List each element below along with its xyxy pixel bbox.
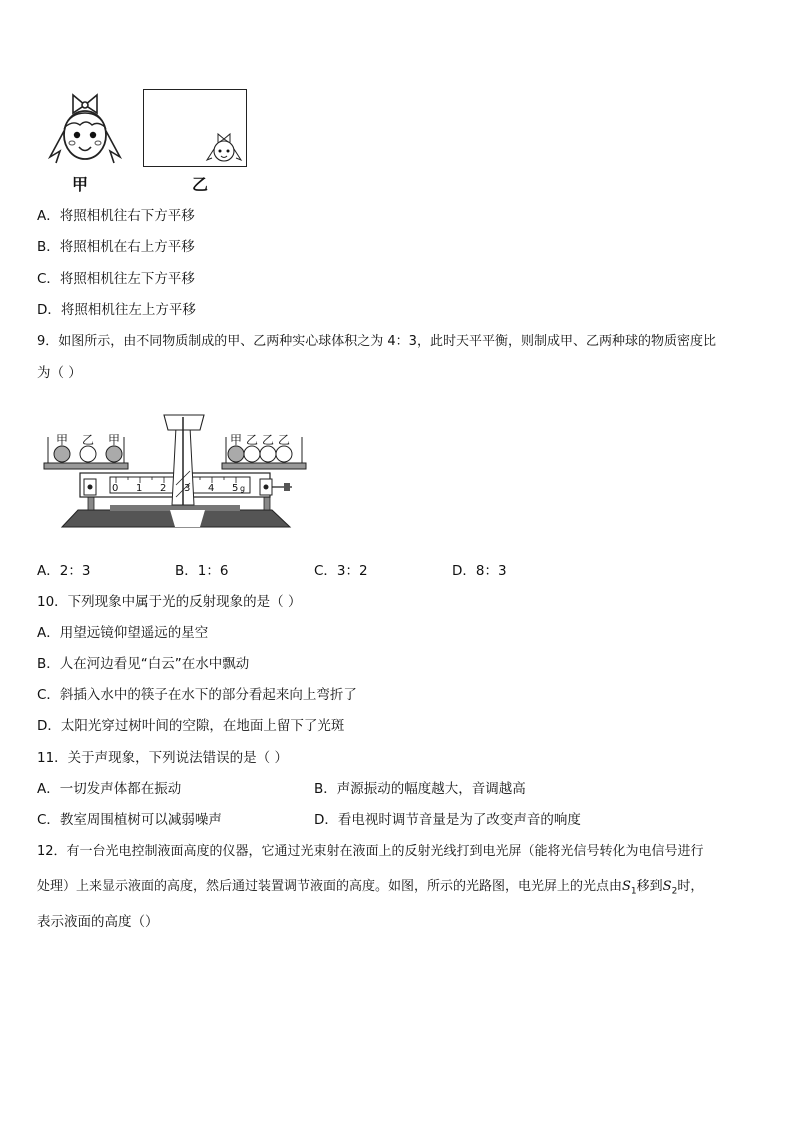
girl-portrait-icon (40, 85, 130, 165)
q12-stem-line2-a: 处理）上来显示液面的高度，然后通过装置调节液面的高度。如图，所示的光路图，电光屏上的光点由 (37, 879, 623, 894)
q12-stem-line3: 表示液面的高度（） (37, 914, 159, 930)
q9-option-d: D．8：3 (452, 563, 507, 579)
q8-option-a: A．将照相机往右下方平移 (37, 208, 195, 224)
q11-option-b: B．声源振动的幅度越大，音调越高 (314, 781, 526, 797)
scale-tick-4: 4 (208, 483, 215, 494)
balance-label-left-3: 甲 (108, 433, 121, 447)
q11-option-d: D．看电视时调节音量是为了改变声音的响度 (314, 812, 581, 828)
scale-tick-3: 3 (184, 483, 191, 494)
q10-option-a: A．用望远镜仰望遥远的星空 (37, 625, 209, 641)
q11-option-c: C．教室周围植树可以减弱噪声 (37, 812, 222, 828)
figure-girl-camera (40, 85, 260, 195)
q10-option-b: B．人在河边看见“白云”在水中飘动 (37, 656, 250, 672)
q8-option-d: D．将照相机往左上方平移 (37, 302, 196, 318)
q9-stem-line1: 9．如图所示，由不同物质制成的甲、乙两种实心球体积之为 4：3，此时天平平衡，则制成甲、乙两种球的物质密度比 (37, 334, 716, 349)
balance-label-left-1: 甲 (56, 433, 69, 447)
figure-balance (40, 405, 310, 545)
scale-tick-2: 2 (160, 483, 167, 494)
q10-stem: 10．下列现象中属于光的反射现象的是（ ） (37, 594, 302, 610)
s1-symbol: S (622, 879, 631, 894)
q12-stem-line2 (37, 878, 703, 901)
balance-label-right-2: 乙 (246, 433, 259, 447)
balance-icon (40, 405, 310, 545)
q9-option-c: C．3：2 (314, 563, 368, 579)
q12-stem-line1: 12．有一台光电控制液面高度的仪器，它通过光束射在液面上的反射光线打到电光屏（能将光信号转化为电信号进行 (37, 844, 704, 859)
q8-option-c: C．将照相机往左下方平移 (37, 271, 195, 287)
balance-label-right-3: 乙 (262, 433, 275, 447)
s2-subscript: 2 (671, 886, 678, 897)
q10-option-c: C．斜插入水中的筷子在水下的部分看起来向上弯折了 (37, 687, 357, 703)
small-girl-icon (204, 132, 244, 164)
q9-stem-line2: 为（ ） (37, 365, 82, 381)
s1-subscript: 1 (630, 886, 637, 897)
scale-tick-5: 5 (232, 483, 239, 494)
figure-label-a: 甲 (72, 175, 89, 194)
balance-label-left-2: 乙 (82, 433, 95, 447)
q8-option-b: B．将照相机在右上方平移 (37, 239, 195, 255)
balance-label-right-4: 乙 (278, 433, 291, 447)
camera-frame (143, 89, 247, 167)
scale-unit: g (240, 484, 246, 493)
q12-mid: 移到 (636, 879, 663, 894)
figure-label-b: 乙 (192, 175, 209, 194)
q9-option-b: B．1：6 (175, 563, 229, 579)
q9-option-a: A．2：3 (37, 563, 91, 579)
scale-tick-1: 1 (136, 483, 143, 494)
balance-label-right-1: 甲 (230, 433, 243, 447)
scale-tick-0: 0 (112, 483, 119, 494)
q10-option-d: D．太阳光穿过树叶间的空隙，在地面上留下了光斑 (37, 718, 345, 734)
q12-stem-line2-b: 时， (677, 879, 704, 894)
q11-stem: 11．关于声现象，下列说法错误的是（ ） (37, 750, 288, 766)
s2-symbol: S (662, 879, 672, 894)
q11-option-a: A．一切发声体都在振动 (37, 781, 182, 797)
